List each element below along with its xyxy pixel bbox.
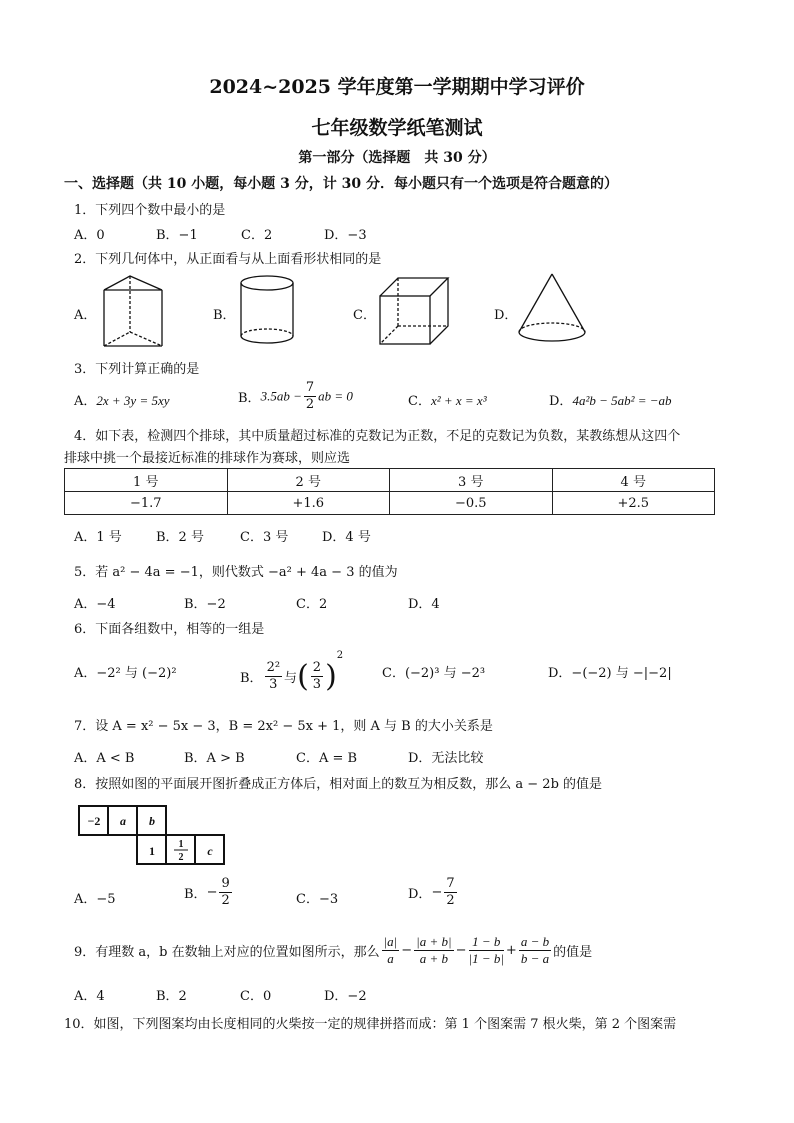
q10-stem: 10．如图，下列图案均由长度相同的火柴按一定的规律拼搭而成：第 1 个图案需 7 根火柴，第 2 个图案需 (64, 1017, 677, 1032)
q6-option-c: C．(−2)³ 与 −2³ (382, 666, 486, 681)
q7-option-d: D．无法比较 (408, 751, 484, 766)
q9-fraction-4 (519, 934, 551, 967)
q8-option-b-sign: − (206, 885, 218, 900)
q9-op-1: − (401, 943, 413, 958)
q3-option-b-num: 7 (305, 380, 315, 395)
table-header-cell: 4 号 (552, 469, 715, 492)
q9-op-2: − (455, 943, 467, 958)
q5-option-d: D．4 (408, 597, 440, 612)
q6-option-b-frac1 (265, 660, 282, 693)
net-cell-6: c (207, 844, 213, 858)
q9-f3-den: |1 − b| (468, 951, 504, 966)
q3-option-b-label: B． (238, 391, 261, 406)
q8-option-b-fraction (219, 876, 231, 909)
q9-f4-num: a − b (520, 934, 550, 949)
q7-option-a: A．A < B (74, 751, 135, 766)
q8-option-d (408, 876, 459, 909)
q3-option-d-expr: 4a²b − 5ab² = −ab (572, 393, 672, 408)
q2-stem: 2．下列几何体中，从正面看与从上面看形状相同的是 (74, 252, 382, 267)
q6-option-b-num1: 2² (266, 660, 281, 675)
net-cell-3: b (149, 814, 155, 828)
q3-option-b-post: ab = 0 (318, 388, 353, 404)
q8-option-d-label: D． (408, 887, 432, 902)
q1-option-a: A．0 (74, 228, 105, 243)
q8-option-b-label: B． (184, 887, 207, 902)
q8-stem: 8．按照如图的平面展开图折叠成正方体后，相对面上的数互为相反数，那么 a − 2b 的值是 (74, 777, 603, 792)
q8-option-d-den: 2 (446, 893, 455, 908)
q3-option-c (408, 390, 487, 409)
net-cell-2: a (120, 814, 126, 828)
q6-option-b-frac2 (311, 660, 323, 693)
table-cell: −0.5 (390, 492, 553, 515)
q9-f2-den: a + b (419, 951, 449, 966)
q9-stem (74, 934, 592, 967)
q2-option-a: A． (74, 308, 97, 323)
q5-option-b: B．−2 (184, 597, 226, 612)
q3-option-a (74, 390, 170, 409)
q9-f3-num: 1 − b (469, 934, 504, 951)
q9-stem-tail: 的值是 (553, 945, 593, 960)
q6-option-b-den1: 3 (269, 677, 278, 692)
net-cell-4: 1 (149, 844, 155, 858)
table-cell: +2.5 (552, 492, 715, 515)
q9-fraction-2 (414, 934, 453, 967)
q4-option-b: B．2 号 (156, 530, 204, 545)
q6-option-b-label: B． (240, 671, 263, 686)
q8-option-b-den: 2 (221, 893, 230, 908)
q8-option-d-sign: − (431, 885, 443, 900)
q6-stem: 6．下面各组数中，相等的一组是 (74, 622, 265, 637)
table-header-cell: 1 号 (65, 469, 228, 492)
q6-option-b-num2: 2 (312, 660, 322, 675)
q3-stem: 3．下列计算正确的是 (74, 362, 200, 377)
q8-option-b-num: 9 (221, 876, 230, 891)
q5-stem: 5．若 a² − 4a = −1，则代数式 −a² + 4a − 3 的值为 (74, 565, 398, 580)
q6-option-b-exp: 2 (336, 650, 344, 661)
q9-option-a: A．4 (74, 989, 105, 1004)
table-row (65, 492, 715, 515)
q5-option-a: A．−4 (74, 597, 116, 612)
q8-option-d-fraction (444, 876, 456, 909)
q6-option-d: D．−(−2) 与 −|−2| (548, 666, 672, 681)
cone-figure (516, 272, 588, 346)
q6-option-b (240, 650, 343, 694)
q5-option-c: C．2 (296, 597, 328, 612)
q3-option-b-pre: 3.5ab − (260, 388, 302, 404)
q9-f1-den: a (387, 951, 394, 966)
q1-option-b: B．−1 (156, 228, 198, 243)
q6-option-b-mid: 与 (284, 671, 298, 686)
q3-option-d-label: D． (549, 394, 573, 409)
q8-option-b (184, 876, 234, 909)
table-cell: −1.7 (65, 492, 228, 515)
q4-option-c: C．3 号 (240, 530, 289, 545)
section-heading: 一、选择题（共 10 小题，每小题 3 分，计 30 分．每小题只有一个选项是符合题意的） (64, 176, 618, 192)
q9-f2-num: |a + b| (416, 934, 452, 949)
q1-option-c: C．2 (241, 228, 273, 243)
q8-option-a: A．−5 (74, 892, 116, 907)
table-row (65, 469, 715, 492)
q9-op-3: + (505, 943, 517, 958)
net-cell-5-num: 1 (178, 839, 184, 850)
table-header-cell: 2 号 (227, 469, 390, 492)
q1-stem: 1．下列四个数中最小的是 (74, 203, 226, 218)
q3-option-d (549, 390, 672, 409)
q8-option-d-num: 7 (446, 876, 455, 891)
q9-option-c: C．0 (240, 989, 272, 1004)
q4-stem-line2: 排球中挑一个最接近标准的排球作为赛球，则应选 (64, 451, 351, 466)
cube-net-figure (78, 805, 238, 865)
page-title: 2024~2025 学年度第一学期期中学习评价 (209, 76, 585, 98)
q6-option-b-den2: 3 (312, 677, 322, 692)
q4-option-a: A．1 号 (74, 530, 122, 545)
q9-fraction-1 (382, 934, 400, 967)
q9-option-d: D．−2 (324, 989, 367, 1004)
q3-option-b-den: 2 (305, 397, 315, 412)
q3-option-a-label: A． (74, 394, 97, 409)
q4-table (64, 468, 715, 515)
q9-stem-text: 9．有理数 a，b 在数轴上对应的位置如图所示，那么 (74, 945, 380, 960)
q6-right-paren: ) (325, 659, 337, 694)
q3-option-c-label: C． (408, 394, 431, 409)
cube-figure (376, 276, 456, 348)
q9-fraction-3 (469, 934, 504, 967)
table-header-cell: 3 号 (390, 469, 553, 492)
q2-option-d: D． (494, 308, 518, 323)
net-cell-5-den: 2 (178, 852, 184, 863)
page-subtitle: 七年级数学纸笔测试 (311, 117, 483, 139)
q7-option-b: B．A > B (184, 751, 245, 766)
q3-option-b-fraction (304, 380, 316, 413)
q7-stem: 7．设 A = x² − 5x − 3，B = 2x² − 5x + 1，则 A 与 B 的大小关系是 (74, 719, 493, 734)
part-heading: 第一部分（选择题 共 30 分） (298, 150, 496, 166)
q9-f4-den: b − a (520, 951, 550, 966)
q1-option-d: D．−3 (324, 228, 367, 243)
net-cell-1: −2 (87, 814, 101, 828)
triangular-prism-figure (98, 272, 168, 352)
q4-option-d: D．4 号 (322, 530, 371, 545)
q6-option-a: A．−2² 与 (−2)² (74, 666, 177, 681)
q9-f1-num: |a| (383, 934, 398, 949)
q4-stem-line1: 4．如下表，检测四个排球，其中质量超过标准的克数记为正数，不足的克数记为负数，某教练想从这四个 (74, 429, 681, 444)
q7-option-c: C．A = B (296, 751, 358, 766)
cylinder-figure (238, 274, 300, 346)
q2-option-c: C． (353, 308, 376, 323)
table-cell: +1.6 (227, 492, 390, 515)
q3-option-a-expr: 2x + 3y = 5xy (96, 393, 170, 408)
q8-option-c: C．−3 (296, 892, 339, 907)
q2-option-b: B． (213, 308, 236, 323)
q6-left-paren: ( (297, 659, 309, 694)
q9-option-b: B．2 (156, 989, 187, 1004)
q3-option-b (238, 380, 353, 413)
q3-option-c-expr: x² + x = x³ (430, 393, 487, 408)
